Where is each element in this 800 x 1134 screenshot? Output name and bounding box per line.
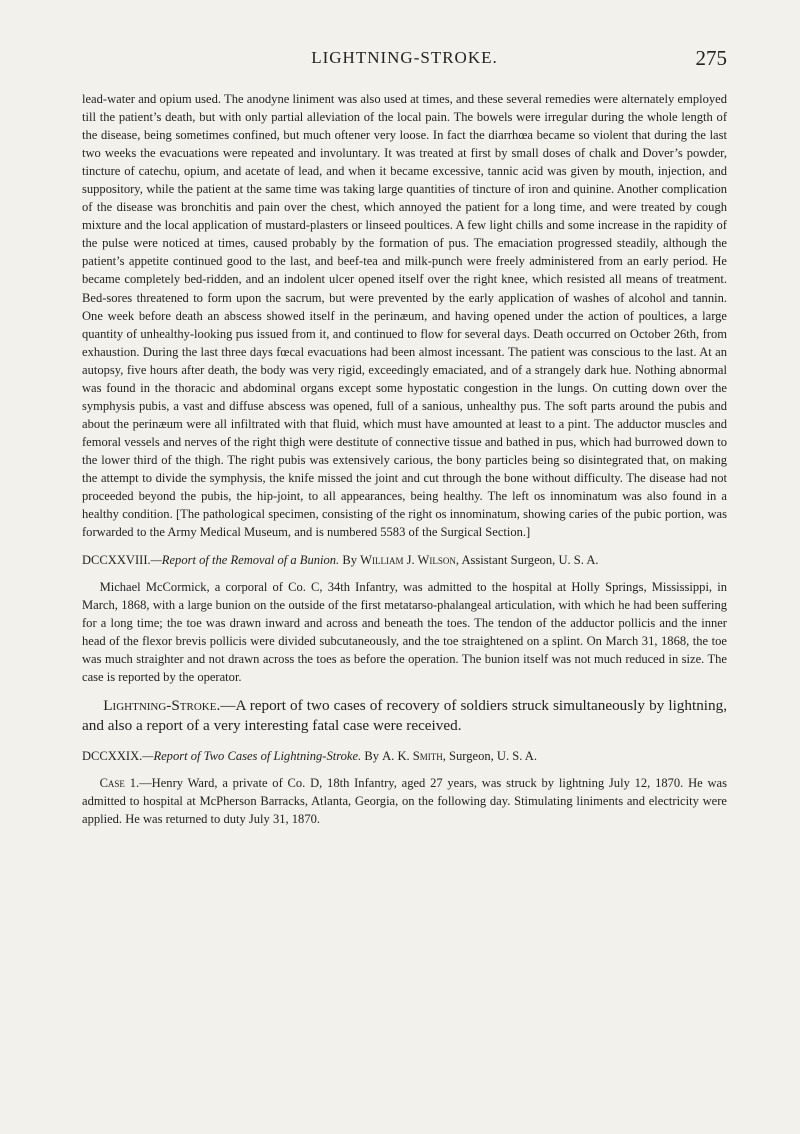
- report-author-prefix: By: [361, 748, 383, 763]
- report-title: —Report of the Removal of a Bunion.: [150, 553, 340, 568]
- report-728-heading: [82, 551, 727, 569]
- page-header: [82, 48, 727, 76]
- report-author: William J. Wilson: [360, 553, 456, 568]
- continued-paragraph: lead-water and opium used. The anodyne liniment was also used at times, and these several remedies were alternately employed till the patient’s death, but with only partial alleviation of the local pain. The bowels were irregular during the whole length of the disease, being sometimes confined, but much oftener very loose. In fact the diarrhœa became so violent that during the last two weeks the evacuations were repeated and involuntary. It was treated at first by small doses of chalk and Dover’s powder, tincture of catechu, opium, and acetate of lead, and when it became excessive, tannic acid was given by mouth, injection, and suppository, while the patient at the same time was taking large quantities of tincture of iron and quinine. Another complication of the disease was bronchitis and pain over the chest, which annoyed the patient for a long time, and were treated by cough mixture and the local application of mustard-plasters or linseed poultices. A few light chills and some increase in the rapidity of the pulse were noticed at times, caused probably by the formation of pus. The emaciation progressed steadily, although the patient’s appetite continued good to the last, and beef-tea and milk-punch were freely administered from an early period. He became completely bed-ridden, and an indolent ulcer opened itself over the right knee, which resisted all means of treatment. Bed-sores threatened to form upon the sacrum, but were prevented by the early application of washes of alcohol and tannin. One week before death an abscess showed itself in the perinæum, and having opened under the action of poultices, a large quantity of unhealthy-looking pus issued from it, and continued to flow for several days. Death occurred on October 26th, from exhaustion. During the last three days fœcal evacuations had been almost incessant. The patient was conscious to the last. At an autopsy, five hours after death, the body was very rigid, exceedingly emaciated, and of a strangely dark hue. Nothing abnormal was found in the thoracic and abdominal organs except some hypostatic congestion in the lungs. On cutting down over the symphysis pubis, a vast and diffuse abscess was opened, full of a sanious, unhealthy pus. The soft parts around the pubis and about the perinæum were all infiltrated with that fluid, which must have amounted at least to a pint. The adductor muscles and femoral vessels and nerves of the right thigh were destitute of connective tissue and bathed in pus, which had burrowed down to the lower third of the thigh. The right pubis was extensively carious, the bony particles being so disintegrated that, on making the attempt to divide the symphysis, the knife missed the joint and cut through the bone without difficulty. The disease had not proceeded beyond the pubis, the hip-joint, to all appearances, being healthy. The left os innominatum was also found in a healthy condition. [The pathological specimen, consisting of the right os innominatum, showing caries of the pubic portion, was forwarded to the Army Medical Museum, and is numbered 5583 of the Surgical Section.]: [82, 92, 727, 540]
- section-lightning-stroke: [82, 696, 727, 737]
- report-number: DCCXXIX.: [82, 748, 143, 763]
- report-author-suffix: , Assistant Surgeon, U. S. A.: [455, 553, 599, 568]
- report-729-heading: [82, 747, 727, 765]
- case-1-paragraph: [82, 774, 727, 828]
- running-head: LIGHTNING-STROKE.: [311, 48, 498, 67]
- page-number: 275: [695, 46, 727, 70]
- section-text: —A report of two cases of recovery of soldiers struck simultaneously by lightning, and also a report of a very interesting fatal case were received.: [82, 696, 727, 734]
- case-label: Case 1.: [99, 775, 140, 790]
- report-author: A. K. Smith: [382, 748, 443, 763]
- body-text: [82, 90, 727, 828]
- report-728-paragraph: Michael McCormick, a corporal of Co. C, 34th Infantry, was admitted to the hospital at Holly Springs, Mississippi, in March, 1868, with a large bunion on the outside of the first metatarso-phalangeal articulation, with which he had been suffering for a long time; the toe was drawn inward and across and beneath the toes. The tendon of the adductor pollicis and the inner head of the flexor brevis pollicis were divided subcutaneously, and the toe straightened on a splint. On March 31, 1868, the toe was much straighter and not drawn across the toes as before the operation. The bunion itself was not much reduced in size. The case is reported by the operator.: [82, 580, 727, 685]
- section-label: Lightning-Stroke.: [103, 696, 221, 714]
- case-text: —Henry Ward, a private of Co. D, 18th Infantry, aged 27 years, was struck by lightning July 12, 1870. He was admitted to hospital at McPherson Barracks, Atlanta, Georgia, on the following day. Stimulating liniments and electricity were applied. He was returned to duty July 31, 1870.: [82, 775, 727, 826]
- report-author-prefix: By: [339, 553, 361, 568]
- report-author-suffix: , Surgeon, U. S. A.: [442, 748, 537, 763]
- report-number: DCCXXVIII.: [82, 553, 151, 568]
- report-title: —Report of Two Cases of Lightning-Stroke.: [142, 748, 362, 763]
